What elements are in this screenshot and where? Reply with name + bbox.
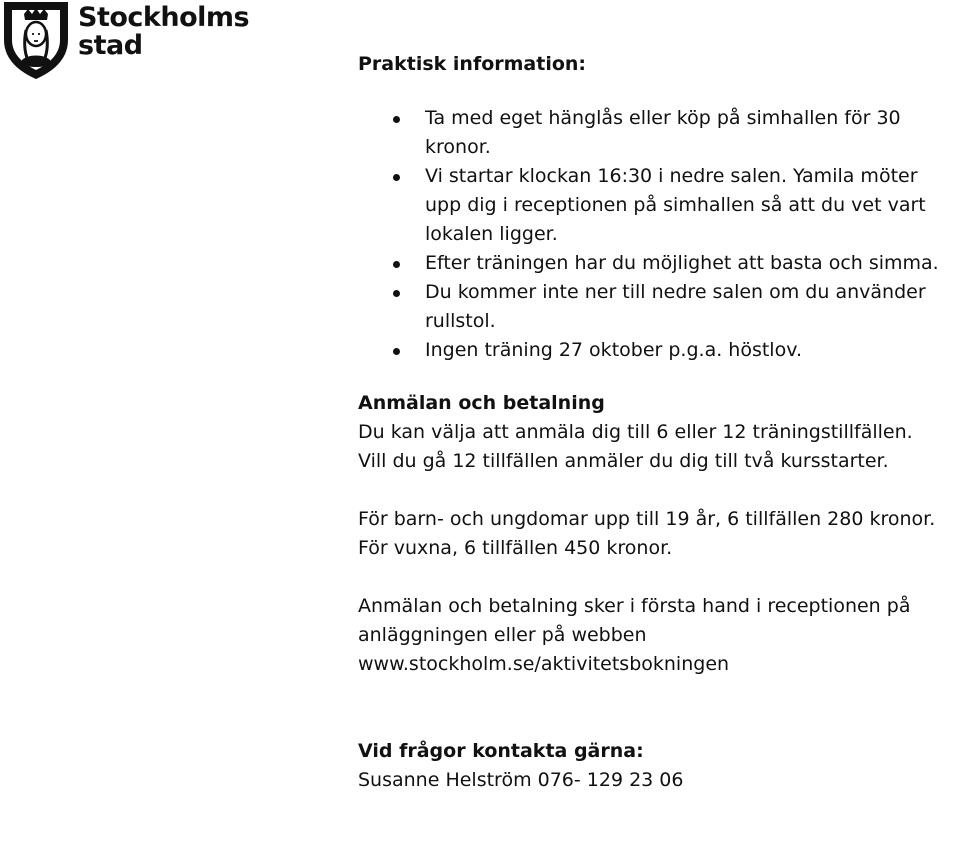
logo-text-line2: stad	[78, 30, 143, 61]
registration-line-2: Vill du gå 12 tillfällen anmäler du dig till två kursstarter.	[358, 450, 889, 472]
registration-heading: Anmälan och betalning	[358, 392, 605, 414]
registration-how-to: Anmälan och betalning sker i första hand i receptionen på anläggningen eller på webben	[358, 595, 911, 646]
list-item-text: Ingen träning 27 oktober p.g.a. höstlov.	[425, 339, 803, 361]
list-item	[425, 104, 945, 162]
practical-list	[358, 104, 960, 365]
booking-link[interactable]: www.stockholm.se/aktivitetsbokningen	[358, 653, 730, 675]
list-item	[425, 278, 945, 336]
price-youth: För barn- och ungdomar upp till 19 år, 6 tillfällen 280 kronor.	[358, 508, 936, 530]
logo-text-line1: Stockholms	[78, 2, 250, 33]
contact-heading: Vid frågor kontakta gärna:	[358, 740, 644, 762]
stockholms-stad-logo	[0, 0, 250, 80]
spacer	[358, 563, 960, 592]
list-item	[425, 249, 945, 278]
list-item	[425, 336, 945, 365]
bullet-icon	[393, 290, 400, 297]
city-shield-icon	[2, 0, 70, 80]
spacer	[358, 476, 960, 505]
list-item-text: Efter träningen har du möjlighet att basta och simma.	[425, 252, 939, 274]
practical-heading: Praktisk information:	[358, 53, 587, 75]
bullet-icon	[393, 261, 400, 268]
list-item-text: Ta med eget hänglås eller köp på simhallen för 30 kronor.	[425, 107, 901, 158]
list-item	[425, 162, 945, 249]
price-adult: För vuxna, 6 tillfällen 450 kronor.	[358, 537, 673, 559]
bullet-icon	[393, 174, 400, 181]
bullet-icon	[393, 348, 400, 355]
list-item-text: Vi startar klockan 16:30 i nedre salen. Yamila möter upp dig i receptionen på simhallen så att du vet vart lokalen ligger.	[425, 165, 926, 245]
contact-person: Susanne Helström 076- 129 23 06	[358, 769, 684, 791]
list-item-text: Du kommer inte ner till nedre salen om du använder rullstol.	[425, 281, 926, 332]
bullet-icon	[393, 116, 400, 123]
registration-line-1: Du kan välja att anmäla dig till 6 eller 12 träningstillfällen.	[358, 421, 913, 443]
document-body	[358, 50, 960, 795]
spacer	[358, 679, 960, 737]
